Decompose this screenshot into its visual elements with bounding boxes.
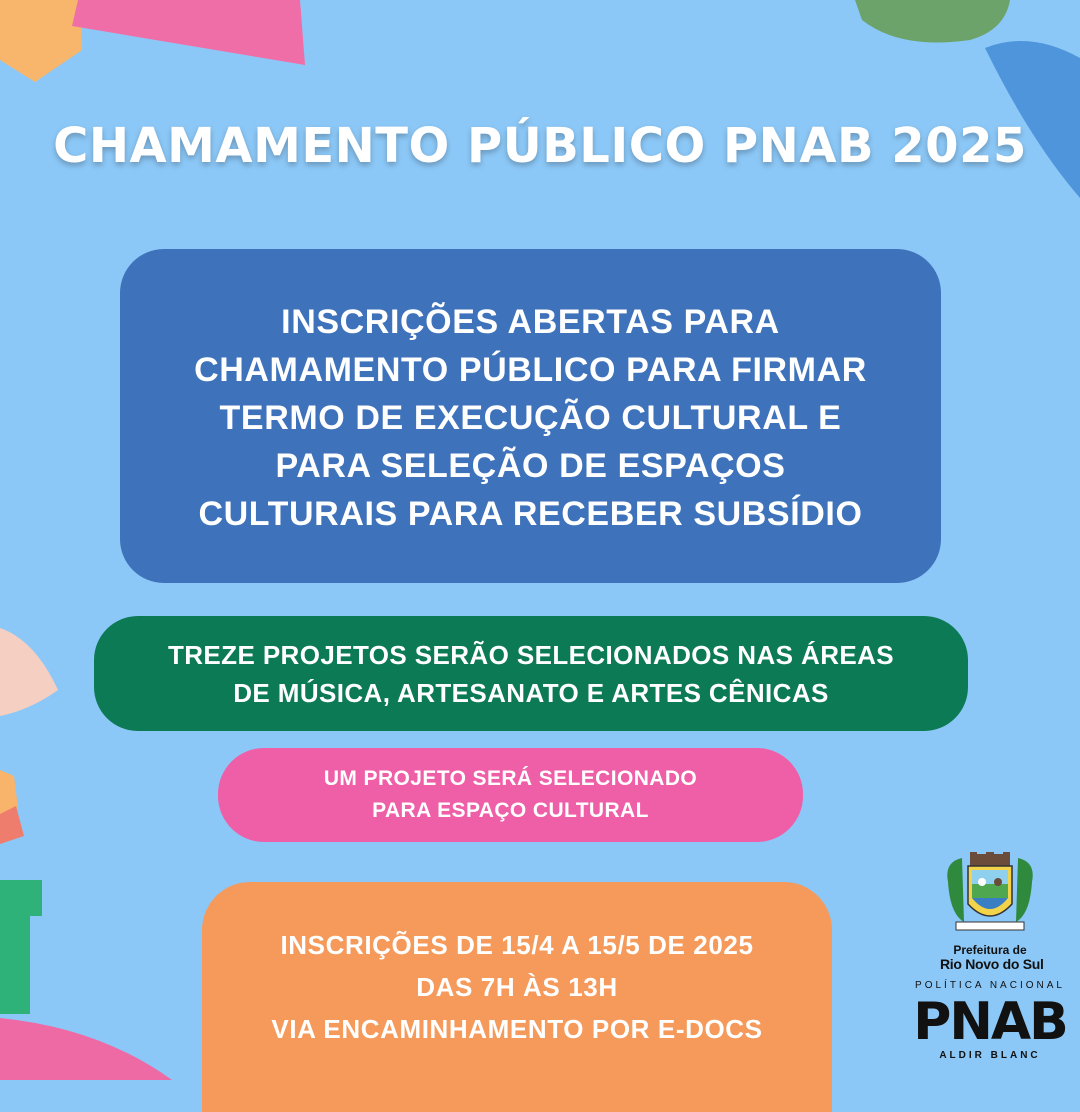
deco-pink-shape-top xyxy=(72,0,305,65)
coat-of-arms-icon xyxy=(942,852,1038,938)
city-logo-line2: Rio Novo do Sul xyxy=(940,956,1044,972)
pnab-logo xyxy=(905,980,1075,1072)
announcement-line: CULTURAIS PARA RECEBER SUBSÍDIO xyxy=(198,495,863,533)
city-logo xyxy=(940,852,1044,972)
registration-line: VIA ENCAMINHAMENTO POR E-DOCS xyxy=(271,1014,763,1044)
page-title: CHAMAMENTO PÚBLICO PNAB 2025 xyxy=(53,118,1027,174)
announcement-line: TERMO DE EXECUÇÃO CULTURAL E xyxy=(219,399,842,437)
deco-green-shape-top-right xyxy=(855,0,1010,43)
announcement-line: INSCRIÇÕES ABERTAS PARA xyxy=(281,303,780,341)
announcement-line: PARA SELEÇÃO DE ESPAÇOS xyxy=(275,447,786,485)
announcement-line: CHAMAMENTO PÚBLICO PARA FIRMAR xyxy=(194,351,867,389)
deco-green-shape-left xyxy=(0,880,42,1014)
projects-line: DE MÚSICA, ARTESANATO E ARTES CÊNICAS xyxy=(233,677,829,708)
pnab-logo-main: PNAB xyxy=(913,992,1067,1052)
cultural-space-panel xyxy=(218,748,803,842)
registration-panel xyxy=(202,882,832,1112)
registration-line: INSCRIÇÕES DE 15/4 A 15/5 DE 2025 xyxy=(280,930,754,960)
projects-panel xyxy=(94,616,968,731)
announcement-panel xyxy=(120,249,941,583)
deco-peach-shape-left xyxy=(0,628,58,716)
deco-pink-shape-bottom-left xyxy=(0,1018,172,1080)
registration-line: DAS 7H ÀS 13H xyxy=(416,972,618,1002)
cultural-space-line: PARA ESPAÇO CULTURAL xyxy=(372,799,649,822)
projects-line: TREZE PROJETOS SERÃO SELECIONADOS NAS ÁREAS xyxy=(167,639,895,670)
deco-orange-shape-top-left xyxy=(0,0,82,82)
city-logo-line1: Prefeitura de xyxy=(953,943,1027,957)
cultural-space-line: UM PROJETO SERÁ SELECIONADO xyxy=(323,767,698,790)
pnab-logo-bottom: ALDIR BLANC xyxy=(939,1050,1041,1061)
pnab-logo-top: POLÍTICA NACIONAL xyxy=(915,980,1065,991)
